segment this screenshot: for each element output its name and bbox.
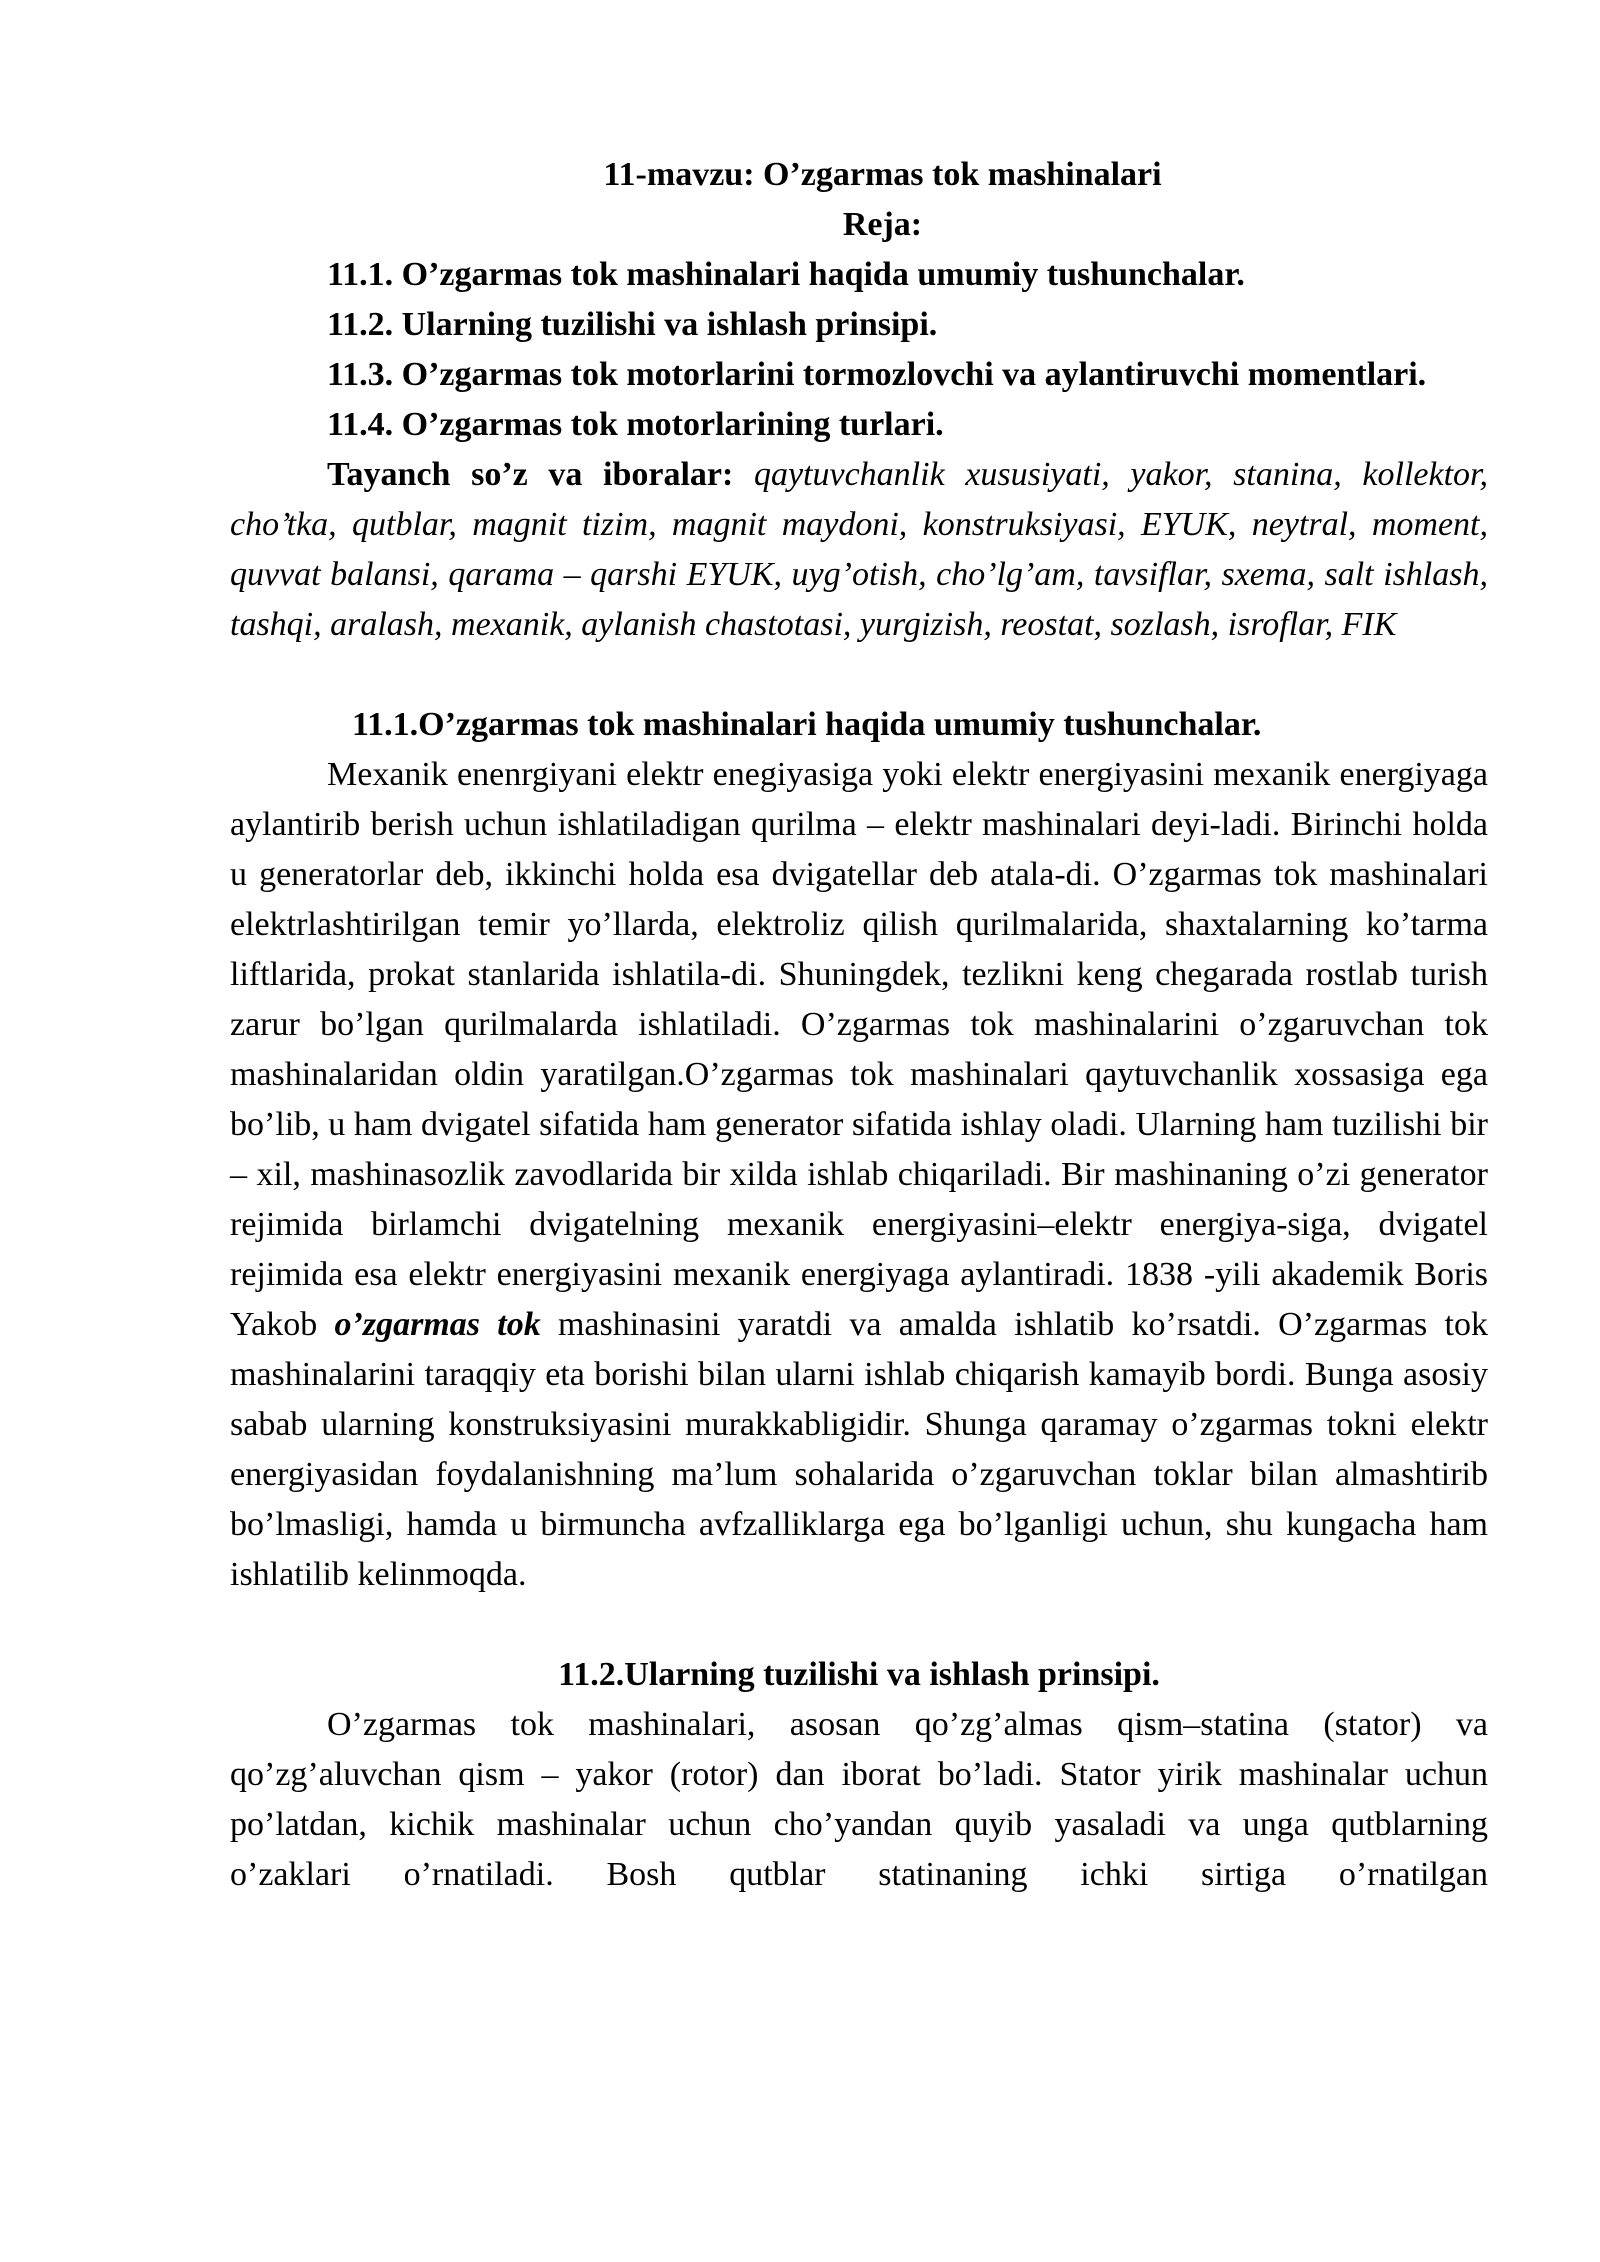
plan-item-3: 11.3. O’zgarmas tok motorlarini tormozlovchi va aylantiruvchi momentlari. <box>327 356 1427 393</box>
section2-paragraph: O’zgarmas tok mashinalari, asosan qo’zg’almas qism–statina (stator) va qo’zg’aluvchan qism – yakor (rotor) dan iborat bo’ladi. Stator yirik mashinalar uchun po’latdan, kichik mashinalar uchun cho’yandan quyib yasaladi va unga qutblarning o’zaklari o’rnatiladi. Bosh qutblar statinaning ichki sirtiga o’rnatilgan <box>230 1706 1488 1893</box>
section1-text-part2: mashinasini yaratdi va amalda ishlatib ko’rsatdi. O’zgarmas tok mashinalarini taraqqiy eta borishi bilan ularni ishlab chiqarish kamayib bordi. Bunga asosiy sabab ularning konstruksiyasini murakkabligidir. Shunga qaramay o’zgarmas tokni elektr energiyasidan foydalanishning ma’lum sohalarida o’zgaruvchan toklar bilan almashtirib bo’lmasligi, hamda u birmuncha avfzalliklarga ega bo’lganligi uchun, shu kungacha ham ishlatilib kelinmoqda. <box>230 1306 1488 1593</box>
section2-heading: 11.2.Ularning tuzilishi va ishlash prinsipi. <box>558 1656 1160 1693</box>
section1-emphasis: o’zgarmas tok <box>334 1306 541 1343</box>
section1-paragraph <box>230 750 1488 1600</box>
plan-item-2: 11.2. Ularning tuzilishi va ishlash prinsipi. <box>327 306 938 343</box>
keywords-label: Tayanch so’z va iboralar: <box>327 456 734 493</box>
keywords-list: qaytuvchanlik xususiyati, yakor, stanina, kollektor, cho’tka, qutblar, magnit tizim, magnit maydoni, konstruksiyasi, EYUK, neytral, moment, quvvat balansi, qarama – qarshi EYUK, uyg’otish, cho’lg’am, tavsiflar, sxema, salt ishlash, tashqi, aralash, mexanik, aylanish chastotasi, yurgizish, reostat, sozlash, isroflar, FIK <box>230 456 1489 643</box>
spacer <box>230 650 1488 700</box>
spacer <box>230 1600 1488 1650</box>
plan-item-4: 11.4. O’zgarmas tok motorlarining turlari. <box>327 406 944 443</box>
plan-label: Reja: <box>842 206 923 243</box>
section1-heading: 11.1.O’zgarmas tok mashinalari haqida umumiy tushunchalar. <box>352 706 1262 743</box>
section1-text-part1: Mexanik enenrgiyani elektr enegiyasiga yoki elektr energiyasini mexanik energiyaga aylantirib berish uchun ishlatiladigan qurilma – elektr mashinalari deyi-ladi. Birinchi holda u generatorlar deb, ikkinchi holda esa dvigatellar deb atala-di. O’zgarmas tok mashinalari elektrlashtirilgan temir yo’llarda, elektroliz qilish qurilmalarida, shaxtalarning ko’tarma liftlarida, prokat stanlarida ishlatila-di. Shuningdek, tezlikni keng chegarada rostlab turish zarur bo’lgan qurilmalarda ishlatiladi. O’zgarmas tok mashinalarini o’zgaruvchan tok mashinalaridan oldin yaratilgan.O’zgarmas tok mashinalari qaytuvchanlik xossasiga ega bo’lib, u ham dvigatel sifatida ham generator sifatida ishlay oladi. Ularning ham tuzilishi bir – xil, mashinasozlik zavodlarida bir xilda ishlab chiqariladi. Bir mashinaning o’zi generator rejimida birlamchi dvigatelning mexanik energiyasini–elektr energiya-siga, dvigatel rejimida esa elektr energiyasini mexanik energiyaga aylantiradi. 1838 -yili akademik Boris Yakob <box>230 756 1488 1343</box>
keywords-paragraph <box>230 450 1488 650</box>
topic-title: 11-mavzu: O’zgarmas tok mashinalari <box>603 156 1162 193</box>
document-body <box>230 150 1488 1900</box>
plan-item-1: 11.1. O’zgarmas tok mashinalari haqida umumiy tushunchalar. <box>327 256 1245 293</box>
